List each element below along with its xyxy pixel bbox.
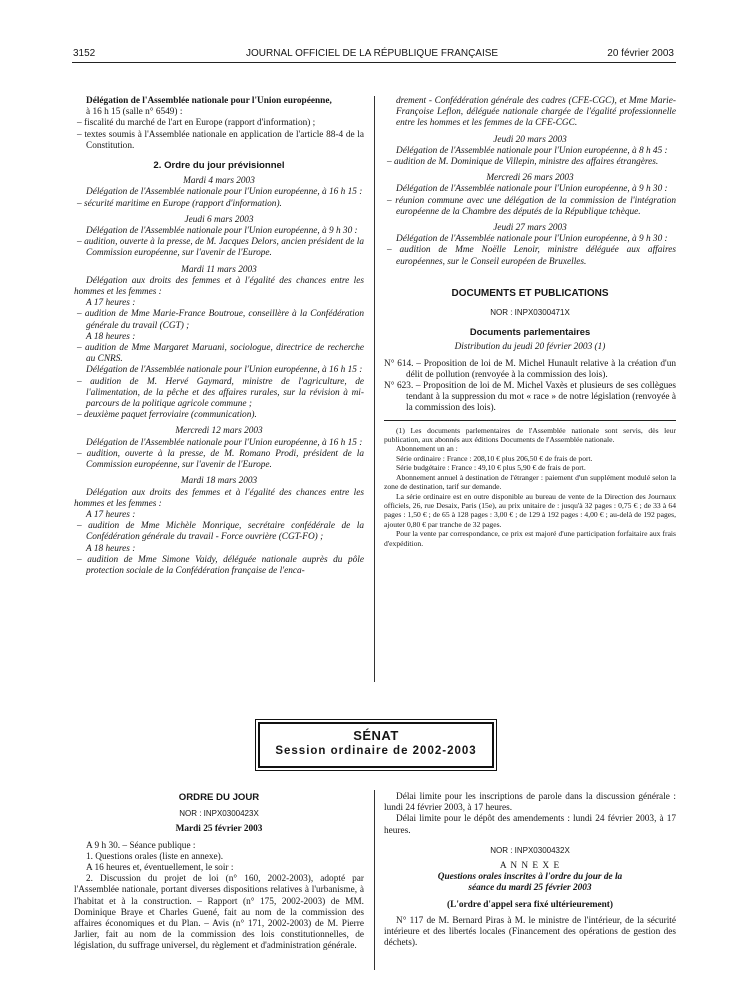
agenda-item: – audition de Mme Noëlle Lenoir, ministre déléguée aux affaires européennes, sur le Conseil européen de Bruxelles. — [387, 245, 676, 267]
footnote: Abonnement un an : — [396, 444, 458, 454]
time-label: A 17 heures : — [86, 298, 136, 309]
agenda-item: – réunion commune avec une délégation de la commission de l'intégration européenne de la Chambre des députés de la République tchèque. — [387, 195, 676, 217]
time-label: A 17 heures : — [86, 509, 136, 520]
time-label: A 18 heures : — [86, 543, 136, 554]
session-line: 2. Discussion du projet de loi (n° 160, 2002-2003), adopté par l'Assemblée nationale, portant diverses dispositions relatives à l'urbanisme, à l'habitat et à la construction. – Rapport (n° 175, 2002-2003) de MM. Dominique Braye et Charles Guené, fait au nom de la commission des affaires économiques et du Plan. – Avis (n° 171, 2002-2003) de M. Pierre Jarlier, fait au nom de la commission des lois constitutionnelles, de législation, du suffrage universel, du règlement et d'administration générale. — [74, 874, 364, 952]
agenda-item-continued: drement - Confédération générale des cadres (CFE-CGC), et Mme Marie-Françoise Leflon, déléguée nationale chargée de l'égalité professionnelle entre les hommes et les femmes de la CFE-CGC. — [396, 96, 676, 129]
document-entry: N° 623. – Proposition de loi de M. Michel Vaxès et plusieurs de ses collègues tendant à la suppression du mot « race » de notre législation (renvoyée à la commission des lois). — [384, 381, 676, 414]
agenda-item: – audition, ouverte à la presse, de M. Romano Prodi, président de la Commission européenne, sur l'avenir de l'Europe. — [77, 448, 364, 471]
delegation-line: Délégation de l'Assemblée nationale pour l'Union européenne, à 9 h 30 : — [86, 226, 358, 237]
agenda-item: – audition de M. Dominique de Villepin, ministre des affaires étrangères. — [387, 157, 659, 168]
delegation-line: Délégation de l'Assemblée nationale pour l'Union européenne, à 16 h 15 : — [86, 437, 363, 448]
session-line: 1. Questions orales (liste en annexe). — [86, 851, 224, 862]
time-label: A 18 heures : — [86, 331, 136, 342]
delegation-line: Délégation aux droits des femmes et à l'égalité des chances entre les hommes et les femmes : — [74, 275, 364, 298]
agenda-item: – deuxième paquet ferroviaire (communication). — [77, 410, 257, 421]
column-divider — [374, 790, 375, 970]
agenda-item: – audition de Mme Margaret Maruani, sociologue, directrice de recherche au CNRS. — [77, 343, 364, 365]
documents-subheading: Documents parlementaires — [469, 326, 591, 338]
date-heading: Mardi 18 mars 2003 — [180, 476, 258, 487]
agenda-item: – audition de Mme Simone Vaidy, déléguée nationale auprès du pôle protection sociale de la Confédération française de l'enca- — [77, 554, 364, 576]
session-line: A 16 heures et, éventuellement, le soir : — [86, 863, 234, 874]
annexe-heading: A N N E X E — [499, 861, 561, 872]
date-heading: Mercredi 12 mars 2003 — [175, 426, 263, 437]
right-column — [384, 96, 676, 548]
delegation-line: Délégation de l'Assemblée nationale pour l'Union européenne, à 9 h 30 : — [396, 234, 668, 245]
document-entry: N° 614. – Proposition de loi de M. Michel Hunault relative à la création d'un délit de pollution (renvoyée à la commission des lois). — [384, 358, 676, 380]
footnote: Série budgétaire : France : 49,10 € plus 5,90 € de frais de port. — [396, 463, 586, 473]
agenda-item: – audition de M. Hervé Gaymard, ministre de l'agriculture, de l'alimentation, de la pêche et des affaires rurales, sur la révision à mi-parcours de la politique agricole commune ; — [77, 376, 364, 410]
header-date: 20 février 2003 — [607, 48, 674, 59]
date-heading: Mercredi 26 mars 2003 — [486, 173, 574, 184]
session-date: Mardi 25 février 2003 — [175, 824, 263, 835]
date-heading: Jeudi 20 mars 2003 — [493, 134, 567, 145]
question-entry: N° 117 de M. Bernard Piras à M. le ministre de l'intérieur, de la sécurité intérieure et des libertés locales (Financement des opérations de gestion des déchets). — [384, 915, 676, 949]
footnote: Pour la vente par correspondance, ce prix est majoré d'une participation forfaitaire aux frais d'expédition. — [384, 529, 676, 548]
nor-reference: NOR : INPX0300471X — [490, 308, 570, 318]
date-heading: Mardi 11 mars 2003 — [181, 264, 257, 275]
date-heading: Jeudi 27 mars 2003 — [493, 223, 567, 234]
agenda-item: – audition de Mme Marie-France Boutroue, conseillère à la Confédération générale du travail (CGT) ; — [77, 309, 364, 331]
senat-subtitle: Session ordinaire de 2002-2003 — [275, 745, 477, 757]
journal-title: JOURNAL OFFICIEL DE LA RÉPUBLIQUE FRANÇAISE — [246, 48, 499, 59]
delegation-line: Délégation de l'Assemblée nationale pour l'Union européenne, à 16 h 15 : — [86, 365, 363, 376]
senat-left-column — [74, 792, 364, 953]
agenda-item: – sécurité maritime en Europe (rapport d'information). — [77, 198, 282, 209]
agenda-item: – fiscalité du marché de l'art en Europe (rapport d'information) ; — [77, 118, 316, 129]
deadline-line: Délai limite pour le dépôt des amendements : lundi 24 février 2003, à 17 heures. — [384, 814, 676, 836]
deadline-line: Délai limite pour les inscriptions de parole dans la discussion générale : lundi 24 février 2003, à 17 heures. — [384, 792, 676, 814]
footnote: La série ordinaire est en outre disponible au bureau de vente de la Direction des Journaux officiels, 26, rue Desaix, Paris (15e), au prix unitaire de : jusqu'à 32 pages : 0,75 € ; de 33 à 64 pages : 1,50 € ; de 65 à 128 pages : 3,00 € ; de 129 à 192 pages : 4,00 € ; au-delà de 192 pages, ajouter 0,80 € par tranche de 32 pages. — [384, 491, 676, 529]
delegation-line: Délégation de l'Assemblée nationale pour l'Union européenne, à 16 h 15 : — [86, 187, 363, 198]
agenda-item: – audition de Mme Michèle Monrique, secrétaire confédérale de la Confédération générale du travail - Force ouvrière (CGT-FO) ; — [77, 521, 364, 543]
footnote: (1) Les documents parlementaires de l'Assemblée nationale sont servis, dès leur publication, aux abonnés aux éditions Documents de l'Assemblée nationale. — [384, 425, 676, 445]
distribution-line: Distribution du jeudi 20 février 2003 (1) — [454, 342, 606, 353]
nor-reference: NOR : INPX0300432X — [490, 845, 570, 855]
left-column — [74, 96, 364, 577]
senat-right-column — [384, 792, 676, 949]
senat-banner — [258, 722, 494, 768]
footnote: Abonnement annuel à destination de l'étranger : paiement d'un supplément modulé selon la zone de destination, tarif sur demande. — [384, 472, 676, 492]
delegation-heading: Délégation de l'Assemblée nationale pour l'Union européenne, — [86, 96, 332, 106]
column-divider — [374, 96, 375, 682]
delegation-line: Délégation de l'Assemblée nationale pour l'Union européenne, à 8 h 45 : — [396, 145, 668, 156]
header-rule — [72, 62, 676, 63]
session-line: A 9 h 30. – Séance publique : — [86, 840, 196, 851]
questions-subtitle: (L'ordre d'appel sera fixé ultérieurement) — [447, 899, 613, 910]
agenda-item: – textes soumis à l'Assemblée nationale en application de l'article 88-4 de la Constitution. — [77, 129, 364, 151]
senat-title: SÉNAT — [353, 728, 399, 743]
ordre-heading: ORDRE DU JOUR — [178, 792, 260, 803]
delegation-line: Délégation aux droits des femmes et à l'égalité des chances entre les hommes et les femmes : — [74, 487, 364, 509]
footnote: Série ordinaire : France : 208,10 € plus 206,50 € de frais de port. — [396, 453, 593, 463]
date-heading: Jeudi 6 mars 2003 — [184, 214, 254, 225]
documents-heading: DOCUMENTS ET PUBLICATIONS — [451, 287, 609, 299]
delegation-line: Délégation de l'Assemblée nationale pour l'Union européenne, à 9 h 30 : — [396, 184, 668, 195]
date-heading: Mardi 4 mars 2003 — [183, 176, 255, 187]
page-number: 3152 — [73, 48, 96, 59]
section-heading: 2. Ordre du jour prévisionnel — [153, 160, 285, 172]
questions-title: Questions orales inscrites à l'ordre du jour de la séance du mardi 25 février 2003 — [437, 872, 623, 894]
nor-reference: NOR : INPX0300423X — [179, 809, 259, 819]
session-time: à 16 h 15 (salle n° 6549) : — [86, 107, 183, 118]
agenda-item: – audition, ouverte à la presse, de M. Jacques Delors, ancien président de la Commission européenne, sur l'avenir de l'Europe. — [77, 237, 364, 259]
